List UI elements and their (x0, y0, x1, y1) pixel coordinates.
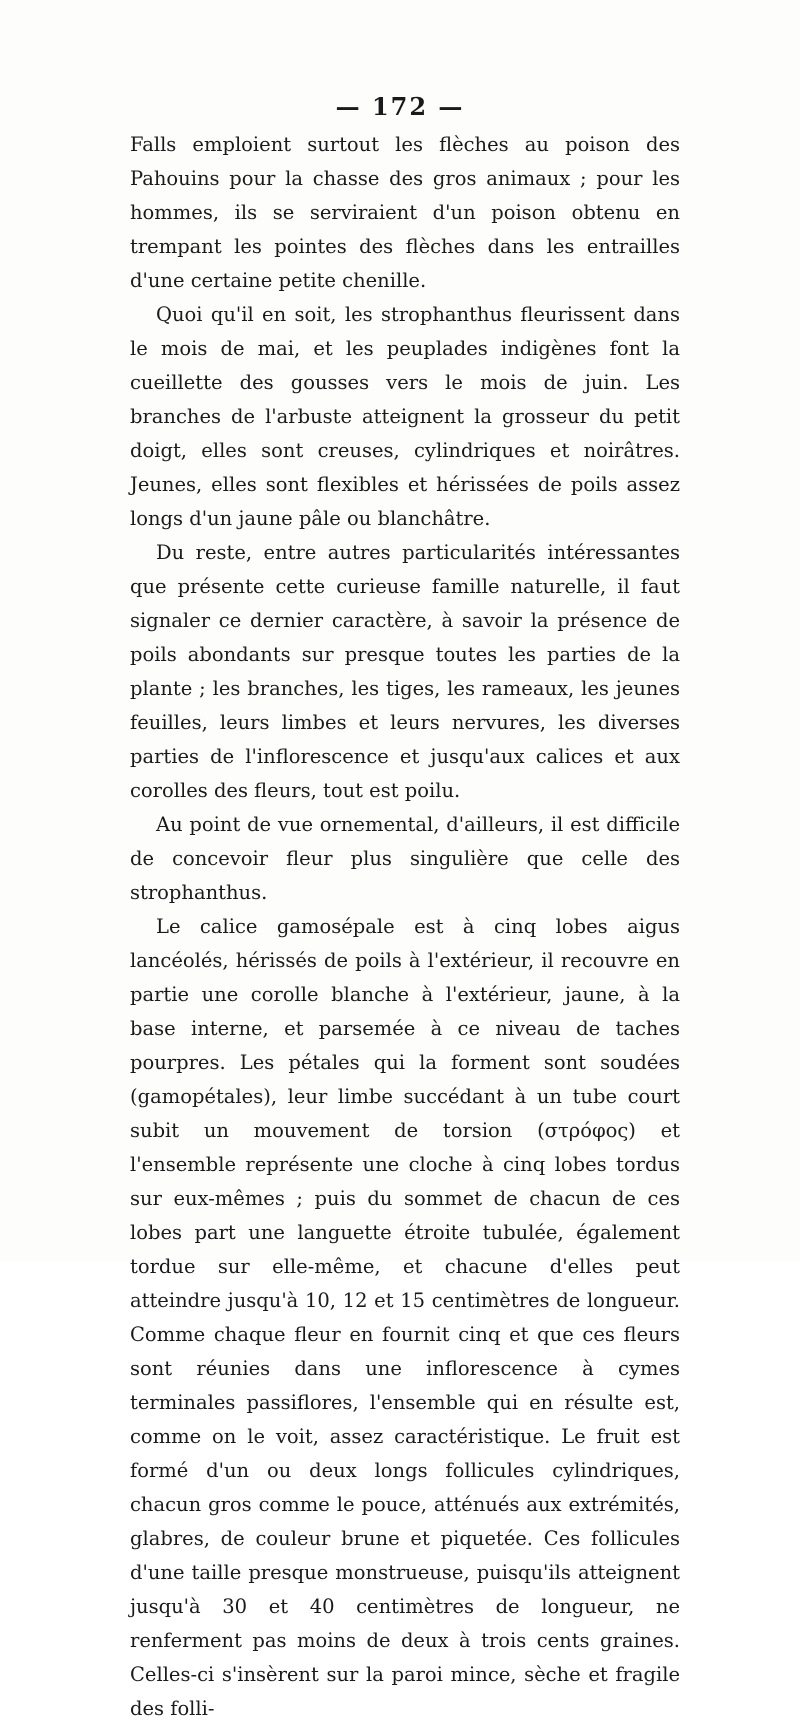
page-number: — 172 — (335, 92, 465, 121)
paragraph: Quoi qu'il en soit, les strophanthus fleurissent dans le mois de mai, et les peuplades indigènes font la cueillette des gousses vers le mois de juin. Les branches de l'arbuste atteignent la grosseur du petit doigt, elles sont creuses, cylindriques et noirâtres. Jeunes, elles sont flexibles et hérissées de poils assez longs d'un jaune pâle ou blanchâtre. (130, 303, 680, 530)
paragraph: Le calice gamosépale est à cinq lobes aigus lancéolés, hérissés de poils à l'extérieur, il recouvre en partie une corolle blanche à l'extérieur, jaune, à la base interne, et parsemée à ce niveau de taches pourpres. Les pétales qui la forment sont soudées (gamopétales), leur limbe succédant à un tube court subit un mouvement de torsion (στρόφος) et l'ensemble représente une cloche à cinq lobes tordus sur eux-mêmes ; puis du sommet de chacun de ces lobes part une languette étroite tubulée, également tordue sur elle-même, et chacune d'elles peut atteindre jusqu'à 10, 12 et 15 centimètres de longueur. Comme chaque fleur en fournit cinq et que ces fleurs sont réunies dans une inflorescence à cymes terminales passiflores, l'ensemble qui en résulte est, comme on le voit, assez caractéristique. Le fruit est formé d'un ou deux longs follicules cylindriques, chacun gros comme le pouce, atténués aux extrémités, glabres, de couleur brune et piquetée. Ces follicules d'une taille presque monstrueuse, puisqu'ils atteignent jusqu'à 30 et 40 centimètres de longueur, ne renferment pas moins de deux à trois cents graines. Celles-ci s'insèrent sur la paroi mince, sèche et fragile des folli- (130, 915, 680, 1720)
body-text (130, 128, 680, 1726)
paragraph: Au point de vue ornemental, d'ailleurs, il est difficile de concevoir fleur plus singulière que celle des strophanthus. (130, 813, 680, 904)
paragraph: Falls emploient surtout les flèches au poison des Pahouins pour la chasse des gros animaux ; pour les hommes, ils se serviraient d'un poison obtenu en trempant les pointes des flèches dans les entrailles d'une certaine petite chenille. (130, 133, 680, 292)
paragraph: Du reste, entre autres particularités intéressantes que présente cette curieuse famille naturelle, il faut signaler ce dernier caractère, à savoir la présence de poils abondants sur presque toutes les parties de la plante ; les branches, les tiges, les rameaux, les jeunes feuilles, leurs limbes et leurs nervures, les diverses parties de l'inflorescence et jusqu'aux calices et aux corolles des fleurs, tout est poilu. (130, 541, 680, 802)
